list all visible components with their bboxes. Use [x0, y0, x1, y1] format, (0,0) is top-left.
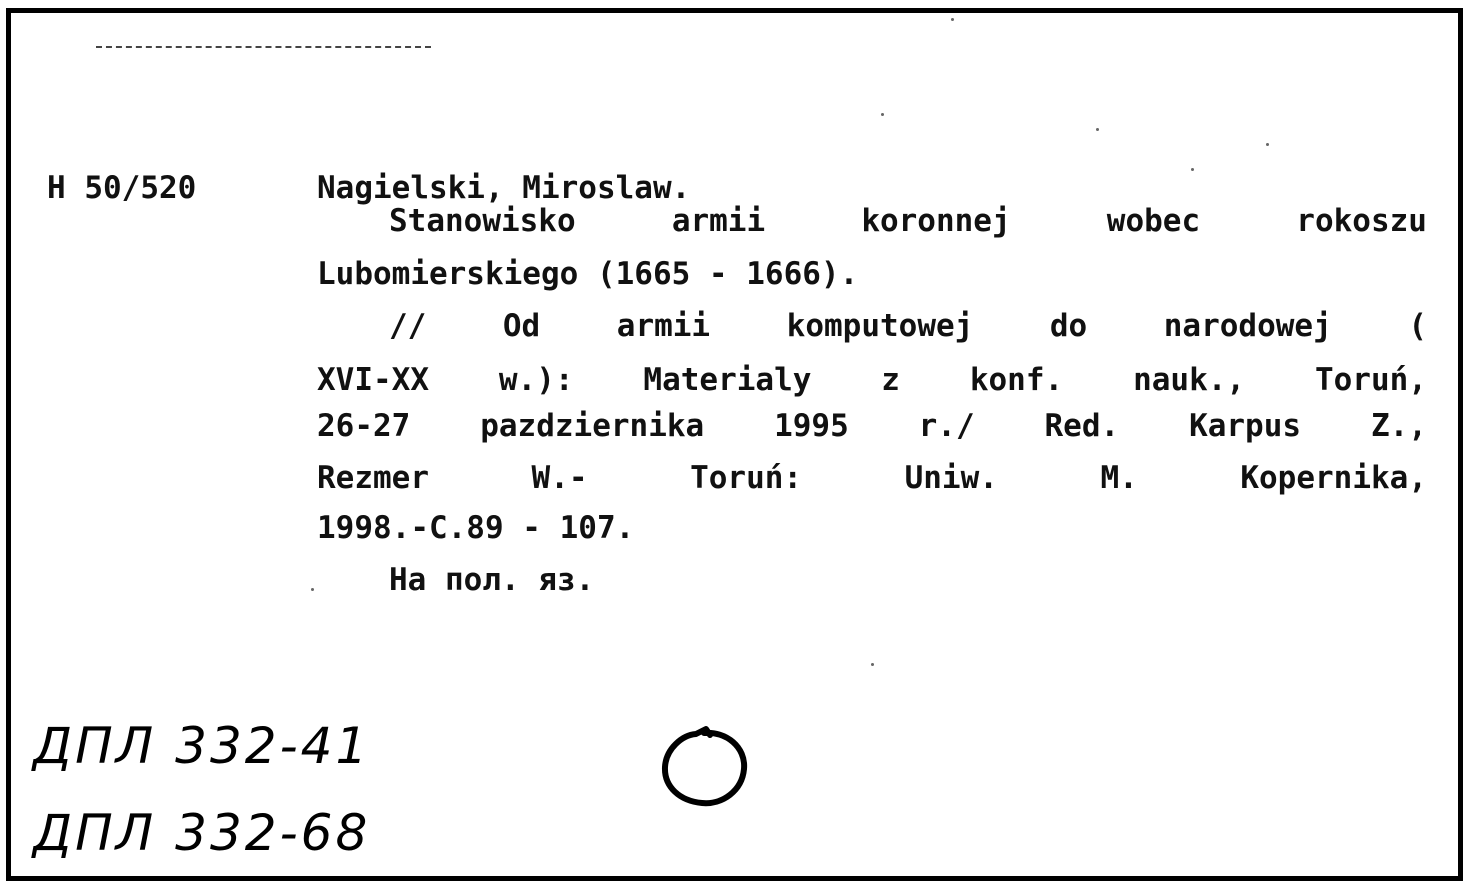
description-word: На пол. яз. [389, 562, 595, 598]
description-word: Uniw. [904, 460, 998, 496]
speck [1096, 128, 1099, 131]
description-word: // [389, 308, 427, 344]
speck [871, 663, 874, 666]
top-dashed-rule [96, 46, 431, 48]
description-word: Rezmer [317, 460, 429, 496]
description-word: ( [1408, 308, 1427, 344]
description-word: rokoszu [1296, 203, 1427, 239]
description-line [317, 510, 1427, 546]
description-word: pazdziernika [480, 408, 705, 444]
description-word: armii [616, 308, 711, 344]
description-word: koronnej [861, 203, 1011, 239]
description-word: do [1049, 308, 1088, 344]
speck [881, 113, 884, 116]
description-line [389, 308, 1427, 344]
description-word: Karpus [1189, 408, 1302, 444]
description-word: komputowej [786, 308, 974, 344]
hand-drawn-circle-mark [656, 725, 752, 811]
description-word: z [881, 362, 900, 398]
description-line [389, 562, 1427, 598]
speck [311, 588, 314, 591]
description-line [317, 408, 1427, 444]
description-word: 1998.-C.89 - 107. [317, 510, 635, 546]
description-line [317, 256, 1427, 292]
speck [951, 18, 954, 21]
description-word: XVI-XX [317, 362, 429, 398]
speck [1191, 168, 1194, 171]
description-line [389, 203, 1427, 239]
description-word: r./ [918, 408, 975, 444]
description-word: w.): [498, 362, 574, 398]
speck [1266, 143, 1269, 146]
description-line [317, 460, 1427, 496]
description-word: Z., [1370, 408, 1427, 444]
description-word: Toruń, [1314, 362, 1427, 398]
description-line [317, 362, 1427, 398]
description-word: nauk., [1133, 362, 1246, 398]
description-word: Stanowisko [389, 203, 576, 239]
description-word: M. [1100, 460, 1138, 496]
handwritten-call-number-1: ДПЛ 332-41 [33, 717, 371, 775]
description-word: konf. [969, 362, 1064, 398]
description-word: wobec [1106, 203, 1201, 239]
description-word: Od [502, 308, 541, 344]
shelfmark: H 50/520 [47, 170, 197, 206]
description-word: Kopernika, [1240, 460, 1427, 496]
description-word: Lubomierskiego (1665 - 1666). [317, 256, 859, 292]
catalog-card [6, 8, 1463, 881]
description-word: narodowej [1163, 308, 1332, 344]
author-heading: Nagielski, Miroslaw. [317, 170, 691, 206]
description-word: 1995 [774, 408, 849, 444]
handwritten-call-number-2: ДПЛ 332-68 [33, 804, 371, 862]
description-word: Toruń: [690, 460, 803, 496]
description-word: 26-27 [317, 408, 411, 444]
description-word: armii [671, 203, 766, 239]
description-word: Materialy [643, 362, 812, 398]
description-word: W.- [531, 460, 588, 496]
description-word: Red. [1044, 408, 1120, 444]
